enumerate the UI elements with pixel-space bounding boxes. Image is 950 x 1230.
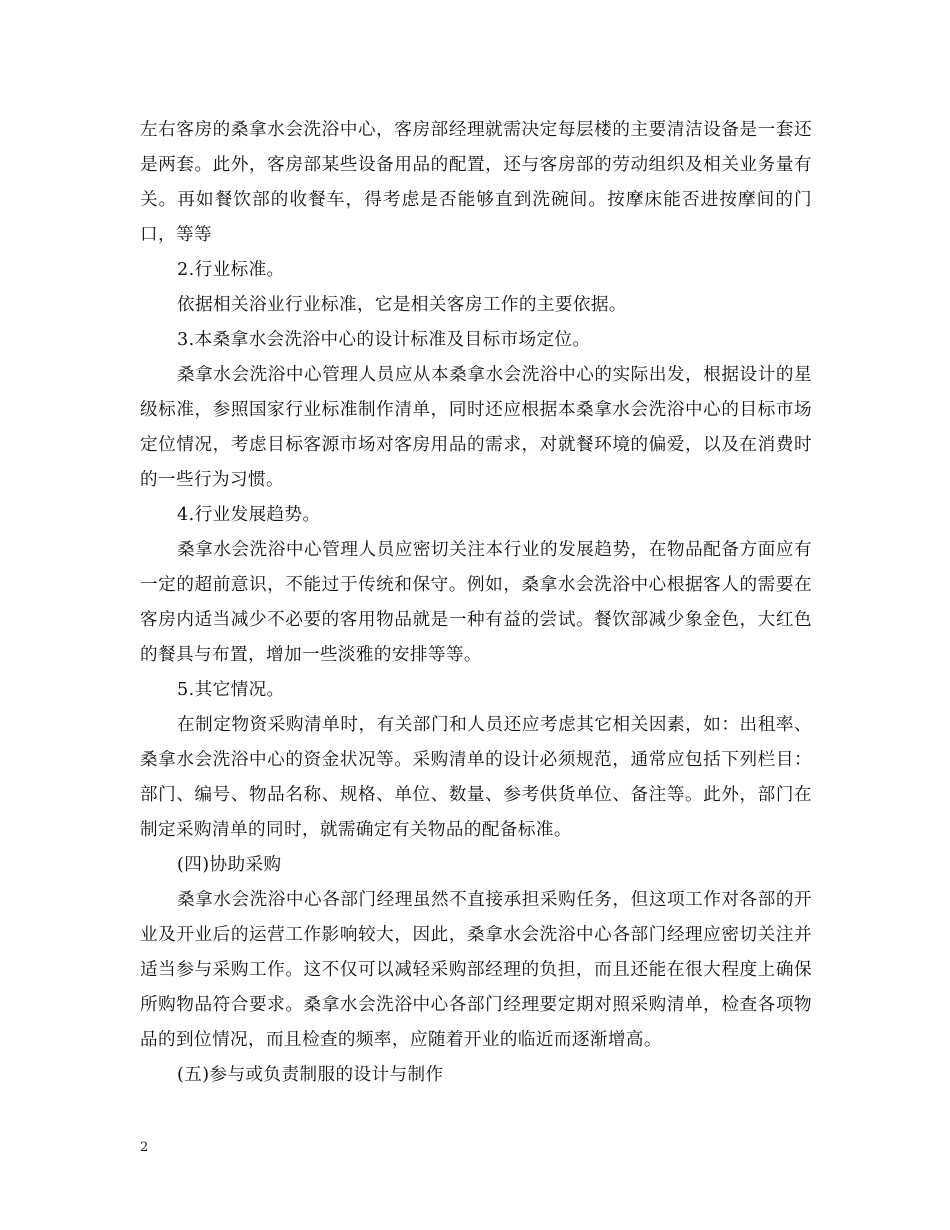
paragraph-continuation: 左右客房的桑拿水会洗浴中心，客房部经理就需决定每层楼的主要清洁设备是一套还是两套。此外，客房部某些设备用品的配置，还与客房部的劳动组织及相关业务量有关。再如餐饮部的收餐车，得考虑是否能够直到洗碗间。按摩床能否进按摩间的门口，等等 — [140, 120, 812, 245]
section-heading-design-standard: 3.本桑拿水会洗浴中心的设计标准及目标市场定位。 — [177, 330, 591, 350]
section-heading-industry-trend: 4.行业发展趋势。 — [177, 505, 321, 525]
paragraph: 桑拿水会洗浴中心各部门经理虽然不直接承担采购任务，但这项工作对各部的开业及开业后的运营工作影响较大，因此，桑拿水会洗浴中心各部门经理应密切关注并适当参与采购工作。这不仅可以减轻采购部经理的负担，而且还能在很大程度上确保所购物品符合要求。桑拿水会洗浴中心各部门经理要定期对照采购清单，检查各项物品的到位情况，而且检查的频率，应随着开业的临近而逐渐增高。 — [140, 890, 812, 1050]
paragraph: 桑拿水会洗浴中心管理人员应从本桑拿水会洗浴中心的实际出发，根据设计的星级标准，参照国家行业标准制作清单，同时还应根据本桑拿水会洗浴中心的目标市场定位情况，考虑目标客源市场对客房用品的需求，对就餐环境的偏爱，以及在消费时的一些行为习惯。 — [140, 365, 812, 490]
paragraph: 桑拿水会洗浴中心管理人员应密切关注本行业的发展趋势，在物品配备方面应有一定的超前意识，不能过于传统和保守。例如，桑拿水会洗浴中心根据客人的需要在客房内适当减少不必要的客用物品就是一种有益的尝试。餐饮部减少象金色，大红色的餐具与布置，增加一些淡雅的安排等等。 — [140, 540, 812, 665]
section-heading-industry-standard: 2.行业标准。 — [177, 260, 285, 280]
paragraph: 依据相关浴业行业标准，它是相关客房工作的主要依据。 — [177, 295, 627, 315]
paragraph: 在制定物资采购清单时，有关部门和人员还应考虑其它相关因素，如：出租率、桑拿水会洗浴中心的资金状况等。采购清单的设计必须规范，通常应包括下列栏目：部门、编号、物品名称、规格、单位、数量、参考供货单位、备注等。此外，部门在制定采购清单的同时，就需确定有关物品的配备标准。 — [140, 715, 812, 840]
section-heading-other: 5.其它情况。 — [177, 680, 285, 700]
page-body — [140, 113, 812, 1093]
section-heading-uniform: (五)参与或负责制服的设计与制作 — [177, 1065, 444, 1085]
page-number: 2 — [140, 1140, 149, 1155]
section-heading-assist-purchase: (四)协助采购 — [177, 855, 282, 875]
